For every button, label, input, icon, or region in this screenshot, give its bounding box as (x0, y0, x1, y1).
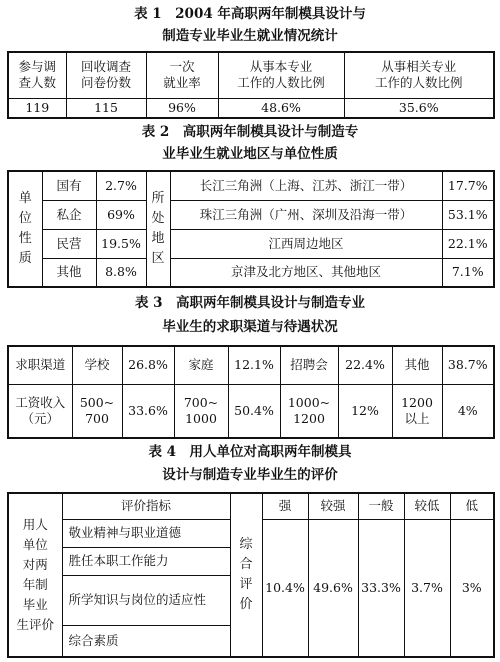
table4-left-label: 用人 单位 对两 年制 毕业 生评价 (8, 493, 62, 657)
table4-level-value: 3% (450, 519, 494, 657)
table3 (7, 345, 495, 439)
header-line: 参与调 (18, 59, 56, 75)
table1-value-returned: 115 (66, 98, 146, 118)
table4-level: 较强 (308, 493, 358, 519)
header-line: 工作的人数比例 (374, 75, 463, 91)
table4-level: 强 (262, 493, 308, 519)
table2-region-pct: 53.1% (442, 200, 494, 229)
range-line: 以上 (404, 410, 430, 426)
table4-level-value: 10.4% (262, 519, 308, 657)
table1-header-returned (66, 52, 146, 98)
table2-unit-label: 单 位 性 质 (8, 171, 42, 287)
table2-region-name: 京津及北方地区、其他地区 (170, 258, 442, 287)
table2-unit-pct: 69% (96, 200, 146, 229)
table2-unit-pct: 8.8% (96, 258, 146, 287)
table2-unit-pct: 2.7% (96, 171, 146, 200)
table3-caption-line2: 毕业生的求职渠道与待遇状况 (162, 319, 338, 335)
header-line: 一次 (169, 59, 195, 75)
table3-salary-range (392, 384, 442, 438)
range-line: 1200 (293, 410, 325, 426)
table3-salary-range (280, 384, 338, 438)
table4-index: 综合素质 (62, 625, 230, 657)
table2-region-label: 所 处 地 区 (146, 171, 170, 287)
label-line: （元） (21, 410, 59, 426)
header-line: 从事本专业 (249, 59, 313, 75)
table2-unit-name: 民营 (42, 229, 96, 258)
table1-caption-line2: 制造专业毕业生就业情况统计 (162, 28, 338, 44)
table3-channel-name: 学校 (72, 346, 122, 384)
table4-index: 胜任本职工作能力 (62, 547, 230, 575)
range-line: 1200 (401, 394, 433, 410)
table2-region-name: 珠江三角洲（广州、深圳及沿海一带） (170, 200, 442, 229)
table2-unit-name: 私企 (42, 200, 96, 229)
table2-unit-name: 其他 (42, 258, 96, 287)
table2-region-pct: 7.1% (442, 258, 494, 287)
table3-channel-label: 求职渠道 (8, 346, 72, 384)
table1-value-related-major: 35.6% (344, 98, 494, 118)
table4-index: 所学知识与岗位的适应性 (62, 575, 230, 625)
header-line: 工作的人数比例 (237, 75, 325, 91)
table3-salary-pct: 50.4% (228, 384, 280, 438)
range-line: 700 (85, 410, 109, 426)
table1-value-participants: 119 (8, 98, 66, 118)
table4-caption-line2: 设计与制造专业毕业生的评价 (162, 467, 338, 483)
table2-region-pct: 17.7% (442, 171, 494, 200)
table3-channel-name: 其他 (392, 346, 442, 384)
table1-header-participants (8, 52, 66, 98)
header-line: 查人数 (18, 75, 56, 91)
table2-region-name: 长江三角洲（上海、江苏、浙江一带） (170, 171, 442, 200)
header-line: 从事相关专业 (381, 59, 457, 75)
table4 (7, 492, 495, 658)
table4-caption-line1: 表 4 用人单位对高职两年制模具 (148, 444, 352, 460)
table3-channel-pct: 38.7% (442, 346, 494, 384)
table1-header-related-major (344, 52, 494, 98)
table4-level-value: 3.7% (404, 519, 450, 657)
table2-region-pct: 22.1% (442, 229, 494, 258)
table1-header-employment-rate (146, 52, 218, 98)
table1-caption-line1: 表 1 2004 年高职两年制模具设计与 (134, 6, 366, 22)
table3-channel-pct: 26.8% (122, 346, 174, 384)
range-line: 500~ (79, 394, 115, 410)
table3-salary-range (174, 384, 228, 438)
table4-summary-label: 综 合 评 价 (230, 493, 262, 657)
table4-level: 较低 (404, 493, 450, 519)
table3-channel-pct: 12.1% (228, 346, 280, 384)
table1-value-same-major: 48.6% (218, 98, 344, 118)
table2-caption-line1: 表 2 高职两年制模具设计与制造专 (141, 124, 359, 140)
header-line: 问卷份数 (80, 75, 131, 91)
table3-salary-pct: 12% (338, 384, 392, 438)
table3-salary-pct: 4% (442, 384, 494, 438)
table2-unit-name: 国有 (42, 171, 96, 200)
table1-value-employment-rate: 96% (146, 98, 218, 118)
label-line: 工资收入 (15, 394, 66, 410)
table4-level-value: 49.6% (308, 519, 358, 657)
table2-caption-line2: 业毕业生就业地区与单位性质 (162, 146, 338, 162)
table3-channel-name: 家庭 (174, 346, 228, 384)
table2 (7, 170, 495, 288)
header-line: 回收调查 (80, 59, 131, 75)
table4-index: 敬业精神与职业道德 (62, 519, 230, 547)
table2-unit-pct: 19.5% (96, 229, 146, 258)
range-line: 1000 (185, 410, 217, 426)
table3-channel-pct: 22.4% (338, 346, 392, 384)
table1-header-same-major (218, 52, 344, 98)
table4-level-value: 33.3% (358, 519, 404, 657)
table2-region-name: 江西周边地区 (170, 229, 442, 258)
table3-salary-range (72, 384, 122, 438)
table4-level: 一般 (358, 493, 404, 519)
table3-salary-pct: 33.6% (122, 384, 174, 438)
range-line: 700~ (183, 394, 219, 410)
table4-level: 低 (450, 493, 494, 519)
table3-channel-name: 招聘会 (280, 346, 338, 384)
header-line: 就业率 (163, 75, 201, 91)
table4-index-header: 评价指标 (62, 493, 230, 519)
table3-salary-label (8, 384, 72, 438)
table1 (7, 51, 495, 119)
table3-caption-line1: 表 3 高职两年制模具设计与制造专业 (134, 295, 366, 311)
range-line: 1000~ (287, 394, 331, 410)
